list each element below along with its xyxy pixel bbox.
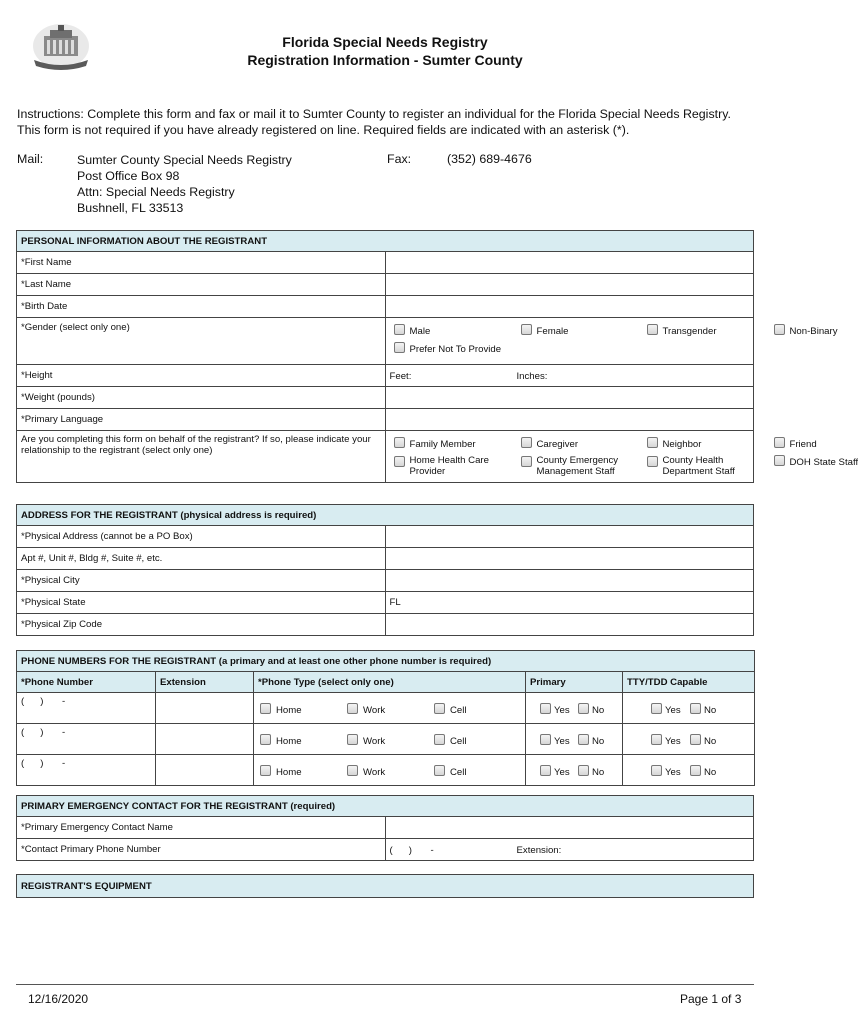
option-label: Yes — [554, 736, 570, 747]
phone-type-cell[interactable] — [434, 765, 467, 778]
option-label: Friend — [789, 439, 817, 450]
option-label: Yes — [554, 767, 570, 778]
height-label: *Height — [17, 365, 386, 387]
relationship-label: Are you completing this form on behalf of the registrant? If so, please indicate your relationship to the registrant (select only one) — [17, 431, 386, 483]
checkbox-icon[interactable] — [394, 456, 405, 467]
weight-label: *Weight (pounds) — [17, 387, 386, 409]
fax-label: Fax: — [387, 152, 412, 166]
section-header: REGISTRANT'S EQUIPMENT — [17, 875, 754, 898]
checkbox-icon[interactable] — [774, 324, 785, 335]
checkbox-icon[interactable] — [578, 734, 589, 745]
checkbox-icon[interactable] — [647, 437, 658, 448]
option-label: Transgender — [662, 326, 717, 337]
option-label: Prefer Not To Provide — [409, 344, 502, 355]
relationship-home-health[interactable] — [394, 455, 512, 477]
col-primary: Primary — [526, 672, 623, 693]
phone-type-work[interactable] — [347, 734, 385, 747]
checkbox-icon[interactable] — [394, 324, 405, 335]
phone-number-field[interactable]: ( ) - — [17, 755, 156, 786]
col-extension: Extension — [156, 672, 254, 693]
phone-extension-field[interactable] — [156, 693, 254, 724]
option-label: Yes — [665, 767, 681, 778]
relationship-caregiver[interactable] — [521, 437, 579, 450]
checkbox-icon[interactable] — [540, 765, 551, 776]
inches-label: Inches: — [516, 371, 548, 382]
option-label: Non-Binary — [789, 326, 838, 337]
checkbox-icon[interactable] — [578, 703, 589, 714]
physical-address-label: *Physical Address (cannot be a PO Box) — [17, 526, 386, 548]
phone-type-cell[interactable] — [434, 703, 467, 716]
zip-label: *Physical Zip Code — [17, 614, 386, 636]
tty-options — [623, 693, 755, 724]
feet-label: Feet: — [389, 371, 412, 382]
checkbox-icon[interactable] — [651, 765, 662, 776]
option-label: Yes — [554, 705, 570, 716]
phone-extension-field[interactable] — [156, 755, 254, 786]
checkbox-icon[interactable] — [690, 703, 701, 714]
emergency-name-field[interactable] — [385, 817, 754, 839]
checkbox-icon[interactable] — [521, 456, 532, 467]
primary-options — [526, 693, 623, 724]
phone-type-work[interactable] — [347, 703, 385, 716]
option-label: No — [592, 736, 605, 747]
phone-row — [17, 755, 755, 786]
option-label: Yes — [665, 736, 681, 747]
mail-line: Bushnell, FL 33513 — [77, 201, 184, 215]
primary-no[interactable] — [578, 734, 604, 747]
checkbox-icon[interactable] — [434, 765, 445, 776]
relationship-county-em[interactable] — [521, 455, 639, 477]
state-label: *Physical State — [17, 592, 386, 614]
phone-type-cell[interactable] — [434, 734, 467, 747]
phone-row — [17, 724, 755, 755]
option-label: Yes — [665, 705, 681, 716]
phone-table — [16, 650, 755, 786]
checkbox-icon[interactable] — [578, 765, 589, 776]
gender-label: *Gender (select only one) — [17, 318, 386, 365]
checkbox-icon[interactable] — [347, 765, 358, 776]
checkbox-icon[interactable] — [774, 455, 785, 466]
weight-field[interactable] — [385, 387, 754, 409]
footer-divider — [16, 984, 754, 985]
tty-no[interactable] — [690, 765, 716, 778]
col-phone-type: *Phone Type (select only one) — [254, 672, 526, 693]
personal-info-table — [16, 230, 858, 483]
fax-number: (352) 689-4676 — [447, 152, 532, 166]
gender-option-prefer-not[interactable] — [394, 342, 502, 355]
gender-option-male[interactable] — [394, 324, 431, 337]
phone-type-options — [254, 693, 526, 724]
option-label: No — [592, 767, 605, 778]
instructions-text: Instructions: Complete this form and fax or mail it to Sumter County to register an individual for the Florida Special Needs Registry. This form is not required if you have already registered on line. Required fields are indicated with an asterisk (*). — [17, 107, 731, 137]
option-label: Work — [363, 736, 386, 747]
option-label: County Health Department Staff — [662, 455, 735, 477]
emergency-extension-label: Extension: — [516, 845, 562, 856]
option-label: No — [704, 767, 717, 778]
emergency-phone-field[interactable] — [385, 839, 754, 861]
phone-type-home[interactable] — [260, 734, 302, 747]
primary-yes[interactable] — [540, 765, 570, 778]
language-field[interactable] — [385, 409, 754, 431]
address-table — [16, 504, 754, 636]
emergency-phone-label: *Contact Primary Phone Number — [17, 839, 386, 861]
page-number: Page 1 of 3 — [680, 992, 742, 1006]
phone-type-options — [254, 755, 526, 786]
option-label: Cell — [450, 736, 467, 747]
checkbox-icon[interactable] — [540, 703, 551, 714]
last-name-label: *Last Name — [17, 274, 386, 296]
primary-options — [526, 724, 623, 755]
emergency-name-label: *Primary Emergency Contact Name — [17, 817, 386, 839]
last-name-field[interactable] — [385, 274, 754, 296]
language-label: *Primary Language — [17, 409, 386, 431]
section-header: PRIMARY EMERGENCY CONTACT FOR THE REGISTRANT (required) — [17, 796, 754, 817]
checkbox-icon[interactable] — [690, 765, 701, 776]
form-title: Florida Special Needs Registry — [282, 34, 488, 50]
checkbox-icon[interactable] — [434, 734, 445, 745]
primary-no[interactable] — [578, 703, 604, 716]
option-label: No — [704, 705, 717, 716]
section-header: ADDRESS FOR THE REGISTRANT (physical address is required) — [17, 505, 754, 526]
emergency-table — [16, 795, 754, 861]
relationship-friend[interactable] — [774, 437, 817, 450]
phone-type-options — [254, 724, 526, 755]
option-label: Home — [276, 767, 302, 778]
checkbox-icon[interactable] — [521, 324, 532, 335]
mail-line: Sumter County Special Needs Registry — [77, 153, 292, 167]
equipment-table — [16, 874, 754, 898]
section-header: PERSONAL INFORMATION ABOUT THE REGISTRANT — [17, 231, 754, 252]
apt-field[interactable] — [385, 548, 754, 570]
first-name-label: *First Name — [17, 252, 386, 274]
checkbox-icon[interactable] — [260, 734, 271, 745]
checkbox-icon[interactable] — [394, 437, 405, 448]
relationship-neighbor[interactable] — [647, 437, 702, 450]
checkbox-icon[interactable] — [394, 342, 405, 353]
city-label: *Physical City — [17, 570, 386, 592]
primary-yes[interactable] — [540, 703, 570, 716]
mail-label: Mail: — [17, 152, 44, 166]
option-label: Work — [363, 767, 386, 778]
height-field[interactable] — [385, 365, 754, 387]
option-label: Caregiver — [536, 439, 579, 450]
emergency-phone-value: ( ) - — [389, 845, 434, 856]
gender-options — [385, 318, 838, 365]
tty-yes[interactable] — [651, 734, 681, 747]
first-name-field[interactable] — [385, 252, 754, 274]
checkbox-icon[interactable] — [651, 703, 662, 714]
col-tty: TTY/TDD Capable — [623, 672, 755, 693]
state-field[interactable]: FL — [385, 592, 754, 614]
gender-option-nonbinary[interactable] — [774, 324, 838, 337]
checkbox-icon[interactable] — [347, 703, 358, 714]
relationship-doh[interactable] — [774, 455, 858, 468]
relationship-options — [385, 431, 858, 483]
option-label: Male — [409, 326, 431, 337]
option-label: DOH State Staff — [789, 457, 858, 468]
option-label: Family Member — [409, 439, 476, 450]
tty-no[interactable] — [690, 703, 716, 716]
checkbox-icon[interactable] — [651, 734, 662, 745]
checkbox-icon[interactable] — [260, 765, 271, 776]
phone-number-field[interactable]: ( ) - — [17, 693, 156, 724]
phone-type-home[interactable] — [260, 703, 302, 716]
option-label: Home — [276, 705, 302, 716]
checkbox-icon[interactable] — [690, 734, 701, 745]
section-header: PHONE NUMBERS FOR THE REGISTRANT (a primary and at least one other phone number is required) — [17, 651, 755, 672]
phone-extension-field[interactable] — [156, 724, 254, 755]
option-label: Cell — [450, 705, 467, 716]
option-label: Home — [276, 736, 302, 747]
mail-line: Post Office Box 98 — [77, 169, 180, 183]
tty-options — [623, 724, 755, 755]
option-label: Work — [363, 705, 386, 716]
option-label: Cell — [450, 767, 467, 778]
option-label: Neighbor — [662, 439, 702, 450]
phone-number-field[interactable]: ( ) - — [17, 724, 156, 755]
option-label: No — [592, 705, 605, 716]
option-label: Home Health Care Provider — [409, 455, 489, 477]
phone-type-home[interactable] — [260, 765, 302, 778]
mail-address — [77, 152, 292, 216]
checkbox-icon[interactable] — [260, 703, 271, 714]
tty-yes[interactable] — [651, 765, 681, 778]
checkbox-icon[interactable] — [347, 734, 358, 745]
primary-options — [526, 755, 623, 786]
city-field[interactable] — [385, 570, 754, 592]
option-label: Female — [536, 326, 569, 337]
gender-option-transgender[interactable] — [647, 324, 717, 337]
tty-yes[interactable] — [651, 703, 681, 716]
checkbox-icon[interactable] — [647, 324, 658, 335]
form-subtitle: Registration Information - Sumter County — [247, 52, 523, 68]
gender-option-female[interactable] — [521, 324, 569, 337]
mail-line: Attn: Special Needs Registry — [77, 185, 235, 199]
relationship-family[interactable] — [394, 437, 476, 450]
phone-row — [17, 693, 755, 724]
tty-options — [623, 755, 755, 786]
checkbox-icon[interactable] — [521, 437, 532, 448]
option-label: No — [704, 736, 717, 747]
tty-no[interactable] — [690, 734, 716, 747]
primary-no[interactable] — [578, 765, 604, 778]
birth-date-field[interactable] — [385, 296, 754, 318]
checkbox-icon[interactable] — [647, 456, 658, 467]
primary-yes[interactable] — [540, 734, 570, 747]
checkbox-icon[interactable] — [434, 703, 445, 714]
col-phone-number: *Phone Number — [17, 672, 156, 693]
physical-address-field[interactable] — [385, 526, 754, 548]
birth-date-label: *Birth Date — [17, 296, 386, 318]
relationship-county-health[interactable] — [647, 455, 765, 477]
phone-type-work[interactable] — [347, 765, 385, 778]
option-label: County Emergency Management Staff — [536, 455, 619, 477]
checkbox-icon[interactable] — [774, 437, 785, 448]
checkbox-icon[interactable] — [540, 734, 551, 745]
apt-label: Apt #, Unit #, Bldg #, Suite #, etc. — [17, 548, 386, 570]
footer-date: 12/16/2020 — [28, 992, 89, 1006]
zip-field[interactable] — [385, 614, 754, 636]
